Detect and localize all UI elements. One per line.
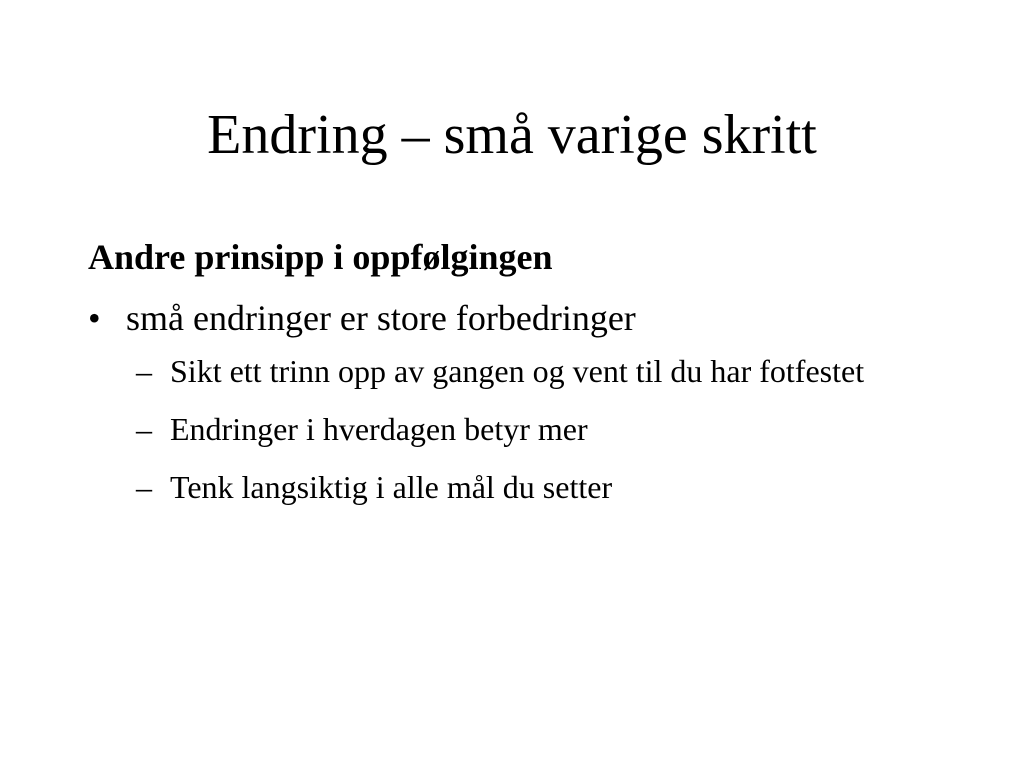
sub-bullet-marker: – bbox=[136, 353, 152, 389]
sub-bullet-text: Endringer i hverdagen betyr mer bbox=[170, 411, 588, 447]
sub-bullet-marker: – bbox=[136, 411, 152, 447]
bullet-item bbox=[88, 294, 948, 342]
sub-bullet-item bbox=[136, 406, 948, 452]
sub-bullet-list bbox=[88, 348, 948, 510]
section-heading: Andre prinsipp i oppfølgingen bbox=[88, 237, 553, 277]
slide-title: Endring – små varige skritt bbox=[207, 104, 817, 166]
bullet-marker: • bbox=[88, 298, 101, 338]
sub-bullet-item bbox=[136, 348, 948, 394]
sub-bullet-item bbox=[136, 464, 948, 510]
sub-bullet-marker: – bbox=[136, 469, 152, 505]
slide-body bbox=[88, 232, 948, 522]
sub-bullet-text: Sikt ett trinn opp av gangen og vent til du har fotfestet bbox=[170, 353, 865, 389]
sub-bullet-text: Tenk langsiktig i alle mål du setter bbox=[170, 469, 613, 505]
bullet-text: små endringer er store forbedringer bbox=[126, 298, 636, 338]
